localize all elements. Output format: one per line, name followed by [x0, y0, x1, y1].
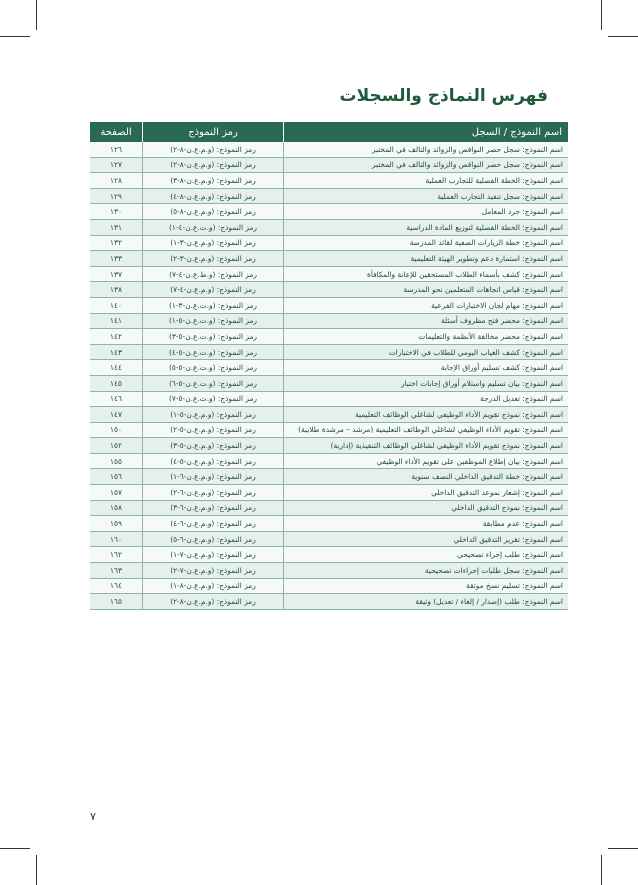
table-row: [90, 188, 568, 204]
cell-form-name: اسم النموذج: سجل طلبات إجراءات تصحيحية: [284, 563, 569, 579]
table-row: [90, 563, 568, 579]
cell-form-name: اسم النموذج: إشعار بموعد التدقيق الداخلي: [284, 485, 569, 501]
table-row: [90, 453, 568, 469]
cell-form-name: اسم النموذج: قياس اتجاهات المتعلمين نحو المدرسة: [284, 282, 569, 298]
table-row: [90, 266, 568, 282]
cell-form-code: رمز النموذج: (و.ت.ع.ن-٥-٦): [143, 375, 284, 391]
page-title: فهرس النماذج والسجلات: [339, 86, 548, 106]
page-number: ٧: [90, 810, 96, 823]
table-row: [90, 235, 568, 251]
table-row: [90, 157, 568, 173]
cell-form-name: اسم النموذج: سجل حصر النواقص والزوائد والتالف في المختبر: [284, 142, 569, 157]
table-row: [90, 173, 568, 189]
cell-form-code: رمز النموذج: (و.م.ع.ن-٨-٢): [143, 157, 284, 173]
cell-form-name: اسم النموذج: كشف الغياب اليومي للطلاب في الاختبارات: [284, 344, 569, 360]
cell-page-number: ١٤٧: [90, 407, 143, 423]
cell-page-number: ١٢٩: [90, 188, 143, 204]
cell-page-number: ١٣٧: [90, 266, 143, 282]
cell-form-name: اسم النموذج: عدم مطابقة: [284, 516, 569, 532]
cell-form-name: اسم النموذج: استمارة دعم وتطوير الهيئة التعليمية: [284, 251, 569, 267]
cell-page-number: ١٦٤: [90, 578, 143, 594]
cell-form-code: رمز النموذج: (و.م.ع.ن-٨-١): [143, 578, 284, 594]
crop-mark-bl-v: [36, 855, 37, 885]
cell-page-number: ١٦٠: [90, 531, 143, 547]
table-row: [90, 219, 568, 235]
cell-form-code: رمز النموذج: (و.م.ع.ن-٦-٥): [143, 531, 284, 547]
cell-form-name: اسم النموذج: نموذج تقويم الأداء الوظيفي لشاغلي الوظائف التنفيذية (إدارية): [284, 438, 569, 454]
crop-mark-br-v: [601, 855, 602, 885]
cell-form-name: اسم النموذج: الخطة الفصلية لتوزيع المادة الدراسية: [284, 219, 569, 235]
cell-form-code: رمز النموذج: (و.م.ع.ن-٧-٢): [143, 563, 284, 579]
cell-form-name: اسم النموذج: نموذج التدقيق الداخلي: [284, 500, 569, 516]
cell-page-number: ١٥٥: [90, 453, 143, 469]
crop-mark-bl-h: [0, 848, 30, 849]
cell-page-number: ١٤٠: [90, 297, 143, 313]
cell-form-name: اسم النموذج: الخطة الفصلية للتجارب العملية: [284, 173, 569, 189]
cell-form-name: اسم النموذج: كشف بأسماء الطلاب المستحقين للإعانة والمكافأة: [284, 266, 569, 282]
cell-page-number: ١٦٢: [90, 547, 143, 563]
cell-page-number: ١٤٣: [90, 344, 143, 360]
table-row: [90, 360, 568, 376]
cell-form-name: اسم النموذج: طلب (إصدار / إلغاء / تعديل) وثيقة: [284, 594, 569, 610]
cell-form-code: رمز النموذج: (و.م.ع.ن-٨-٣): [143, 173, 284, 189]
cell-page-number: ١٦٥: [90, 594, 143, 610]
table-row: [90, 329, 568, 345]
cell-form-code: رمز النموذج: (و.م.ع.ن-٨-٤): [143, 188, 284, 204]
table-row: [90, 313, 568, 329]
cell-form-name: اسم النموذج: خطة التدقيق الداخلي النصف سنوية: [284, 469, 569, 485]
cell-form-code: رمز النموذج: (و.م.ع.ن-٣-١): [143, 235, 284, 251]
cell-form-code: رمز النموذج: (و.م.ع.ن-٦-١): [143, 469, 284, 485]
table-row: [90, 407, 568, 423]
cell-page-number: ١٥٧: [90, 485, 143, 501]
table-row: [90, 282, 568, 298]
table-row: [90, 594, 568, 610]
table-row: [90, 531, 568, 547]
cell-form-code: رمز النموذج: (و.م.ع.ن-٣-٢): [143, 251, 284, 267]
cell-form-name: اسم النموذج: خطة الزيارات الصفية لقائد المدرسة: [284, 235, 569, 251]
table-row: [90, 297, 568, 313]
table-row: [90, 251, 568, 267]
cell-page-number: ١٣٠: [90, 204, 143, 220]
cell-page-number: ١٢٦: [90, 142, 143, 157]
cell-form-name: اسم النموذج: بيان تسليم واستلام أوراق إجابات اختبار: [284, 375, 569, 391]
table-row: [90, 438, 568, 454]
cell-page-number: ١٢٧: [90, 157, 143, 173]
cell-form-name: اسم النموذج: طلب إجراء تصحيحي: [284, 547, 569, 563]
cell-form-code: رمز النموذج: (و.م.ع.ن-٥-٣): [143, 438, 284, 454]
cell-page-number: ١٤٥: [90, 375, 143, 391]
header-page: الصفحة: [90, 122, 143, 142]
cell-form-code: رمز النموذج: (و.م.ع.ن-٥-٢): [143, 422, 284, 438]
cell-form-code: رمز النموذج: (و.ت.ع.ن-٤-١): [143, 219, 284, 235]
table-row: [90, 547, 568, 563]
cell-form-code: رمز النموذج: (و.م.ع.ن-٦-٣): [143, 500, 284, 516]
cell-form-code: رمز النموذج: (و.م.ع.ن-٨-٥): [143, 204, 284, 220]
cell-page-number: ١٣١: [90, 219, 143, 235]
cell-form-code: رمز النموذج: (و.م.ع.ن-٧-١): [143, 547, 284, 563]
cell-page-number: ١٣٢: [90, 235, 143, 251]
cell-form-code: رمز النموذج: (و.ت.ع.ن-٥-٥): [143, 360, 284, 376]
cell-form-name: اسم النموذج: محضر فتح مظروف أسئلة: [284, 313, 569, 329]
forms-index-table: [90, 122, 568, 610]
cell-form-name: اسم النموذج: تسليم نسخ موثقة: [284, 578, 569, 594]
cell-form-code: رمز النموذج: (و.م.ع.ن-٥-١): [143, 407, 284, 423]
cell-page-number: ١٤٢: [90, 329, 143, 345]
table-body: [90, 142, 568, 609]
table-row: [90, 391, 568, 407]
table-row: [90, 204, 568, 220]
table-row: [90, 578, 568, 594]
crop-mark-tl-v: [36, 0, 37, 30]
table-row: [90, 485, 568, 501]
cell-page-number: ١٣٨: [90, 282, 143, 298]
cell-page-number: ١٤١: [90, 313, 143, 329]
table-header-row: [90, 122, 568, 142]
cell-form-code: رمز النموذج: (و.م.ع.ن-٤-٧): [143, 282, 284, 298]
cell-form-name: اسم النموذج: كشف تسليم أوراق الإجابة: [284, 360, 569, 376]
table-row: [90, 375, 568, 391]
table-row: [90, 142, 568, 157]
cell-form-name: اسم النموذج: نموذج تقويم الأداء الوظيفي لشاغلي الوظائف التعليمية: [284, 407, 569, 423]
header-code: رمز النموذج: [143, 122, 284, 142]
cell-form-code: رمز النموذج: (و.م.ع.ن-٨-٢): [143, 142, 284, 157]
cell-page-number: ١٥٠: [90, 422, 143, 438]
cell-form-code: رمز النموذج: (و.م.ع.ن-٥-٤): [143, 453, 284, 469]
cell-page-number: ١٥٩: [90, 516, 143, 532]
cell-form-name: اسم النموذج: مهام لجان الاختبارات الفرعية: [284, 297, 569, 313]
crop-mark-tr-v: [601, 0, 602, 30]
crop-mark-tr-h: [608, 36, 638, 37]
cell-form-code: رمز النموذج: (و.ت.ع.ن-٣-١): [143, 297, 284, 313]
table-row: [90, 469, 568, 485]
cell-form-name: اسم النموذج: بيان إطلاع الموظفين على تقويم الأداء الوظيفي: [284, 453, 569, 469]
cell-form-code: رمز النموذج: (و.ت.ع.ن-٥-١): [143, 313, 284, 329]
cell-page-number: ١٥٨: [90, 500, 143, 516]
cell-form-name: اسم النموذج: سجل حصر النواقص والزوائد والتالف في المختبر: [284, 157, 569, 173]
cell-form-code: رمز النموذج: (و.م.ع.ن-٦-٢): [143, 485, 284, 501]
table-row: [90, 422, 568, 438]
cell-form-name: اسم النموذج: جرد المعامل: [284, 204, 569, 220]
cell-form-code: رمز النموذج: (و.ت.ع.ن-٥-٧): [143, 391, 284, 407]
cell-form-name: اسم النموذج: تقرير التدقيق الداخلي: [284, 531, 569, 547]
cell-form-name: اسم النموذج: محضر مخالفة الأنظمة والتعليمات: [284, 329, 569, 345]
cell-page-number: ١٥٦: [90, 469, 143, 485]
cell-form-code: رمز النموذج: (و.م.ع.ن-٦-٤): [143, 516, 284, 532]
cell-form-code: رمز النموذج: (و.م.ع.ن-٨-٢): [143, 594, 284, 610]
table-row: [90, 516, 568, 532]
crop-mark-tl-h: [0, 36, 30, 37]
cell-form-code: رمز النموذج: (و.ت.ع.ن-٥-٣): [143, 329, 284, 345]
cell-page-number: ١٦٣: [90, 563, 143, 579]
cell-form-name: اسم النموذج: تقويم الأداء الوظيفي لشاغلي الوظائف التعليمية (مرشد – مرشدة طلابية): [284, 422, 569, 438]
cell-form-code: رمز النموذج: (و.ط.ع.ن-٤-٧): [143, 266, 284, 282]
crop-mark-br-h: [608, 848, 638, 849]
cell-page-number: ١٤٦: [90, 391, 143, 407]
cell-page-number: ١٥٢: [90, 438, 143, 454]
table-row: [90, 500, 568, 516]
table-row: [90, 344, 568, 360]
header-name: اسم النموذج / السجل: [284, 122, 569, 142]
cell-form-code: رمز النموذج: (و.ت.ع.ن-٥-٤): [143, 344, 284, 360]
cell-page-number: ١٣٣: [90, 251, 143, 267]
cell-page-number: ١٤٤: [90, 360, 143, 376]
cell-form-name: اسم النموذج: سجل تنفيذ التجارب العملية: [284, 188, 569, 204]
cell-form-name: اسم النموذج: تعديل الدرجة: [284, 391, 569, 407]
cell-page-number: ١٢٨: [90, 173, 143, 189]
